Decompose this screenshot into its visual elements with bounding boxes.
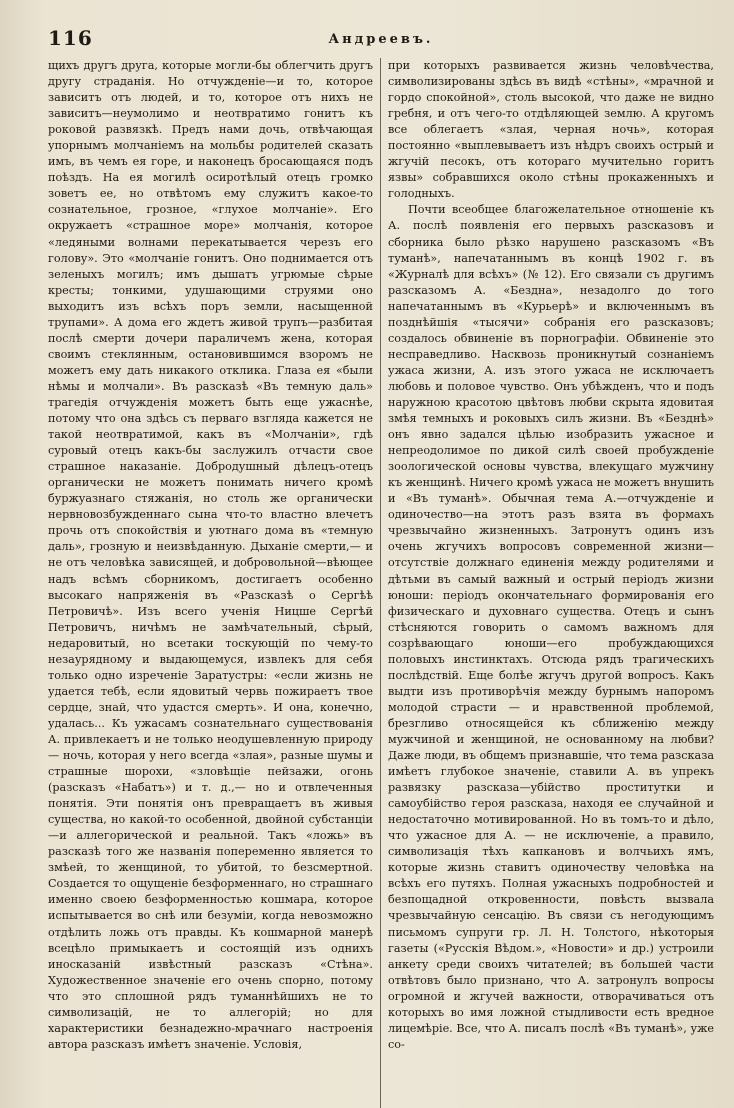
text-columns — [48, 58, 714, 1108]
paragraph: Почти всеобщее благожелательное отношеніе къ А. послѣ появленія его первыхъ разсказовъ и сборника было рѣзко нарушено разсказомъ «Въ туманѣ», напечатаннымъ въ концѣ 1902 г. въ «Журналѣ для всѣхъ» (№ 12). Его связали съ другимъ разсказомъ А. «Бездна», незадолго до того напечатаннымъ въ «Курьерѣ» и включеннымъ въ позднѣйшія «тысячи» собранія его разсказовъ; создалось обвиненіе въ порнографіи. Обвиненіе это несправедливо. Насквозь проникнутый сознаніемъ ужаса жизни, А. изъ этого ужаса не исключаетъ любовь и половое чувство. Онъ убѣжденъ, что и подъ наружною красотою цвѣтовъ любви скрыта ядовитая змѣя темныхъ и роковыхъ силъ жизни. Въ «Безднѣ» онъ явно задался цѣлью изобразить ужасное и непреодолимое по дикой силѣ своей пробужденіе зоологической основы чувства, влекущаго мужчину къ женщинѣ. Ничего кромѣ ужаса не можетъ внушить и «Въ туманѣ». Обычная тема А.—отчужденіе и одиночество—на этотъ разъ взята въ формахъ чрезвычайно жизненныхъ. Затронутъ одинъ изъ очень жгучихъ вопросовъ современной жизни—отсутствіе должнаго единенія между родителями и дѣтьми въ самый важный и острый періодъ жизни юноши: періодъ окончательнаго формированія его физическаго и духовнаго существа. Отецъ и сынъ стѣсняются говорить о самомъ важномъ для созрѣвающаго юноши—его пробуждающихся половыхъ инстинктахъ. Отсюда рядъ трагическихъ послѣдствій. Еще болѣе жгучъ другой вопросъ. Какъ выдти изъ противорѣчія между бурнымъ напоромъ молодой страсти — и нравственной проблемой, брезгливо относящейся къ сближенію между мужчиной и женщиной, не основанному на любви? Даже люди, въ общемъ признавшіе, что тема разсказа имѣетъ глубокое значеніе, ставили А. въ упрекъ развязку разсказа—убійство проститутки и самоубійство героя разсказа, находя ее случайной и недостаточно мотивированной. Но въ томъ-то и дѣло, что ужасное для А. — не исключеніе, а правило, символизація тѣхъ капкановъ и волчьихъ ямъ, которые жизнь ставитъ одиночеству человѣка на всѣхъ его путяхъ. Полная ужасныхъ подробностей и безпощадной откровенности, повѣсть вызвала чрезвычайную сенсацію. Въ связи съ негодующимъ письмомъ супруги гр. Л. Н. Толстого, нѣкоторыя газеты («Русскія Вѣдом.», «Новости» и др.) устроили анкету среди своихъ читателей; въ большей части отвѣтовъ было признано, что А. затронулъ вопросы огромной и жгучей важности, отворачиваться отъ которыхъ во имя ложной стыдливости есть вредное лицемѣріе. Все, что А. писалъ послѣ «Въ туманѣ», уже со- — [388, 203, 714, 1051]
paragraph: щихъ другъ друга, которые могли-бы облегчить другъ другу страданія. Но отчужденіе—и то, которое зависитъ отъ людей, и то, которое отъ нихъ не зависитъ—неумолимо и неотвратимо гонитъ къ роковой развязкѣ. Предъ нами дочь, отвѣчающая упорнымъ молчаніемъ на мольбы родителей сказать имъ, въ чемъ ея горе, и наконецъ бросающаяся подъ поѣздъ. На ея могилѣ осиротѣлый отецъ громко зоветъ ее, но отвѣтомъ ему служитъ какое-то сознательное, грозное, «глухое молчаніе». Его окружаетъ «страшное море» молчанія, которое «ледяными волнами перекатывается черезъ его голову». Это «молчаніе гонитъ. Оно поднимается отъ зеленыхъ могилъ; имъ дышатъ угрюмые сѣрые кресты; тонкими, удушающими струями оно выходитъ изъ всѣхъ поръ земли, насыщенной трупами». А дома его ждетъ живой трупъ—разбитая послѣ смерти дочери параличемъ жена, которая своимъ стеклянным, остановившимся взоромъ не можетъ ему дать никакого отклика. Глаза ея «были нѣмы и молчали». Въ разсказѣ «Въ темную даль» трагедія отчужденія можетъ быть еще ужаснѣе, потому что она здѣсь съ перваго взгляда кажется не такой неотвратимой, какъ въ «Молчаніи», гдѣ суровый отецъ какъ-бы заслужилъ отчасти свое страшное наказаніе. Добродушный дѣлецъ-отецъ органически не можетъ понимать ничего кромѣ буржуазнаго стяжанія, но столь же органически нервновозбужденнаго сына что-то властно влечетъ прочь отъ спокойствія и уютнаго дома въ «темную даль», грозную и неизвѣданную. Дыханіе смерти,— и не отъ человѣка зависящей, и добровольной—вѣющее надъ всѣмъ сборникомъ, достигаетъ особенно высокаго напряженія въ «Разсказѣ о Сергѣѣ Петровичѣ». Изъ всего ученія Ницше Сергѣй Петровичъ, ничѣмъ не замѣчательный, сѣрый, недаровитый, но всетаки тоскующій по чему-то незаурядному и выдающемуся, извлекъ для себя только одно изреченіе Заратустры: «если жизнь не удается тебѣ, если ядовитый червь пожираетъ твое сердце, знай, что удастся смерть». И она, конечно, удалась... Къ ужасамъ сознательнаго существованія А. привлекаетъ и не только неодушевленную природу — ночь, которая у него всегда «злая», разные шумы и страшные шорохи, «зловѣщіе пейзажи, огонь (разсказъ «Набатъ») и т. д.,— но и отвлеченныя понятія. Эти понятія онъ превращаетъ въ живыя существа, но какой-то особенной, двойной субстанціи—и аллегорической и реальной. Такъ «ложь» въ разсказѣ того же названія попеременно является то змѣей, то женщиной, то убитой, то безсмертной. Создается то ощущеніе безформеннаго, но страшнаго именно своею безформенностью кошмара, которое испытывается во снѣ или безуміи, когда невозможно отдѣлить ложь отъ правды. Къ кошмарной манерѣ всецѣло примыкаетъ и состоящій изъ однихъ иносказаній извѣстный разсказъ «Стѣна». Художественное значеніе его очень спорно, потому что это сплошной рядъ туманнѣйшихъ не то символизацій, не то аллегорій; но для характеристики безнадежно-мрачнаго настроенія автора разсказъ имѣетъ значеніе. Условія, — [48, 59, 373, 1051]
page-number: 116 — [48, 26, 93, 50]
running-head: Андреевъ. — [328, 32, 434, 47]
right-column — [381, 58, 714, 1108]
page-header — [48, 26, 714, 58]
left-column — [48, 58, 381, 1108]
paragraph: при которыхъ развивается жизнь человѣчества, символизированы здѣсь въ видѣ «стѣны», «мрачной и гордо спокойной», столь высокой, что даже не видно гребня, и отъ чего-то отдѣляющей землю. А кругомъ все облегаетъ «злая, черная ночь», которая постоянно «выплевываетъ изъ нѣдръ своихъ острый и жгучій песокъ, отъ котораго мучительно горитъ язвы» собравшихся около стѣны прокаженныхъ и голодныхъ. — [388, 59, 714, 201]
